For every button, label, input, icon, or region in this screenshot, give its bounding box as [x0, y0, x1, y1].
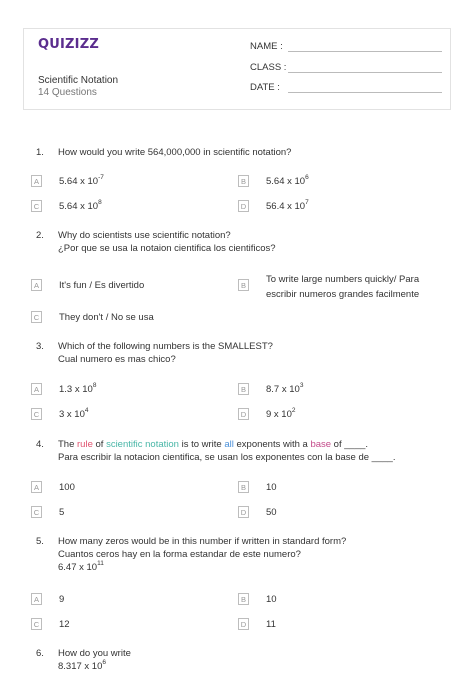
option-text: 10 [266, 482, 277, 493]
option-letter-box: C [31, 506, 42, 518]
option-text: It's fun / Es divertido [59, 280, 145, 291]
option-text: 3 x $10^4$ [59, 406, 89, 420]
question-text: How would you write 564,000,000 in scientific notation? [58, 147, 292, 158]
worksheet-header [23, 28, 451, 110]
option-text: 9 [59, 594, 65, 605]
question-number: 2. [36, 230, 44, 241]
question-number: 3. [36, 341, 44, 352]
option-letter-box: D [238, 506, 249, 518]
option-letter-box: D [238, 408, 249, 420]
option-letter-box: B [238, 175, 249, 187]
question-number: 5. [36, 536, 44, 547]
worksheet-title: Scientific Notation [38, 75, 119, 86]
name-line [288, 51, 442, 52]
option-letter-box: D [238, 200, 249, 212]
keyword-scientific-notation: scientific notation [106, 439, 179, 450]
option-text: 5.64 x $10^8$ [59, 198, 102, 212]
option-letter-box: A [31, 481, 42, 493]
option-text: 12 [59, 619, 70, 630]
option-letter-box: B [238, 383, 249, 395]
question-text: Which of the following numbers is the SMALLEST? Cual numero es mas chico? [58, 341, 273, 365]
option-text: 5.64 x $10^{-7}$ [59, 173, 104, 187]
option-letter-box: D [238, 618, 249, 630]
class-label: CLASS : [250, 62, 287, 73]
question-text: The rule of scientific notation is to write all exponents with a base of ____. Para escribir la notacion cientifica, se usan los exponentes con la base de ____. [58, 439, 396, 463]
option-text: They don't / No se usa [59, 312, 154, 323]
quizizz-logo: QUIZIZZ [38, 37, 99, 52]
option-letter-box: B [238, 593, 249, 605]
option-text: 50 [266, 507, 277, 518]
question-count: 14 Questions [38, 87, 97, 98]
date-field [250, 82, 280, 93]
keyword-rule: rule [77, 439, 93, 450]
option-letter-box: B [238, 481, 249, 493]
question-text: How many zeros would be in this number if written in standard form? Cuantos ceros hay en la forma estandar de este numero? 6.47 x $10^{11}$ [58, 536, 347, 573]
keyword-all: all [224, 439, 234, 450]
option-letter-box: C [31, 618, 42, 630]
option-letter-box: A [31, 593, 42, 605]
question-text: Why do scientists use scientific notation? ¿Por que se usa la notaion cientifica los cientificos? [58, 230, 276, 254]
date-label: DATE : [250, 82, 280, 93]
option-text: 5 [59, 507, 65, 518]
name-field [250, 41, 283, 52]
option-text: To write large numbers quickly/ Para escribir numeros grandes facilmente [266, 274, 420, 300]
option-letter-box: A [31, 175, 42, 187]
question-number: 6. [36, 648, 44, 659]
option-text: 11 [266, 619, 276, 630]
option-letter-box: C [31, 408, 42, 420]
option-letter-box: A [31, 383, 42, 395]
option-letter-box: B [238, 279, 249, 291]
option-text: 1.3 x $10^8$ [59, 381, 97, 395]
option-text: 8.7 x $10^3$ [266, 381, 304, 395]
name-label: NAME : [250, 41, 283, 52]
question-number: 4. [36, 439, 44, 450]
option-text: 56.4 x $10^7$ [266, 198, 309, 212]
option-text: 100 [59, 482, 75, 493]
question-number: 1. [36, 147, 44, 158]
class-line [288, 72, 442, 73]
class-field [250, 62, 286, 73]
option-text: 10 [266, 594, 277, 605]
question-text: How do you write 8.317 x $10^6$ [58, 648, 131, 672]
date-line [288, 92, 442, 93]
option-text: 9 x $10^2$ [266, 406, 296, 420]
keyword-base: base [310, 439, 332, 450]
option-letter-box: A [31, 279, 42, 291]
option-letter-box: C [31, 311, 42, 323]
option-text: 5.64 x $10^6$ [266, 173, 309, 187]
option-letter-box: C [31, 200, 42, 212]
